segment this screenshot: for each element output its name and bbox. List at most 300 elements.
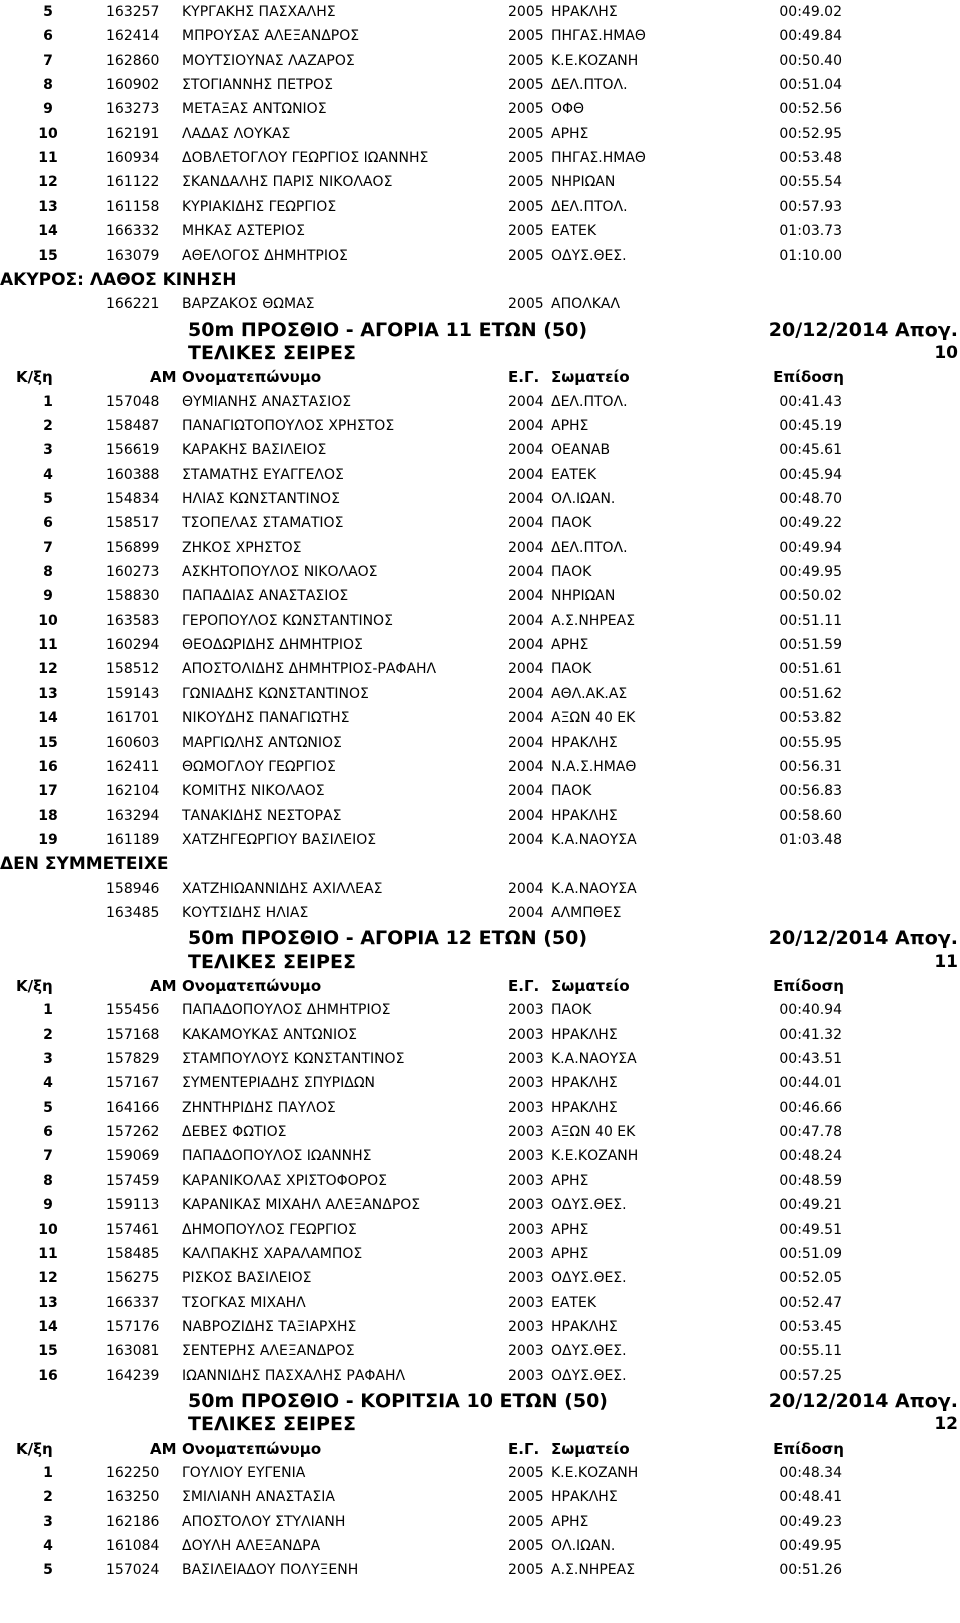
athlete-name-cell: ΣΤΑΜΑΤΗΣ ΕΥΑΓΓΕΛΟΣ: [182, 466, 344, 483]
time-cell: 00:57.25: [779, 1367, 842, 1384]
result-row: [0, 657, 960, 682]
club-cell: ΑΠΟΛΚΑΛ: [551, 296, 621, 313]
club-cell: ΕΑΤΕΚ: [551, 1294, 597, 1311]
rank-cell: 2: [43, 417, 53, 434]
registration-number-cell: 164239: [106, 1367, 160, 1384]
result-row: [0, 1461, 960, 1486]
athlete-name-cell: ΖΗΝΤΗΡΙΔΗΣ ΠΑΥΛΟΣ: [182, 1099, 336, 1116]
rank-cell: 15: [38, 734, 58, 751]
header-name: Ονοματεπώνυμο: [182, 368, 322, 387]
header-rank: Κ/ξη: [16, 1439, 53, 1458]
result-row: [0, 219, 960, 244]
registration-number-cell: 163250: [106, 1489, 160, 1506]
athlete-name-cell: ΣΤΑΜΠΟΥΛΟΥΣ ΚΩΝΣΤΑΝΤΙΝΟΣ: [182, 1051, 405, 1068]
birth-year-cell: 2004: [508, 661, 544, 678]
birth-year-cell: 2003: [508, 1221, 544, 1238]
rank-cell: 8: [43, 77, 53, 94]
club-cell: ΟΛ.ΙΩΑΝ.: [551, 1538, 616, 1555]
rank-cell: 19: [38, 831, 58, 848]
athlete-name-cell: ΜΟΥΤΣΙΟΥΝΑΣ ΛΑΖΑΡΟΣ: [182, 52, 355, 69]
athlete-name-cell: ΜΠΡΟΥΣΑΣ ΑΛΕΞΑΝΔΡΟΣ: [182, 28, 360, 45]
rank-cell: 13: [38, 685, 58, 702]
birth-year-cell: 2004: [508, 734, 544, 751]
club-cell: ΑΡΗΣ: [551, 125, 589, 142]
result-row: [0, 1510, 960, 1535]
time-cell: 00:57.93: [779, 198, 842, 215]
club-cell: ΟΔΥΣ.ΘΕΣ.: [551, 1197, 627, 1214]
time-cell: 00:49.95: [779, 1538, 842, 1555]
club-cell: ΗΡΑΚΛΗΣ: [551, 1318, 618, 1335]
registration-number-cell: 161122: [106, 174, 160, 191]
birth-year-cell: 2005: [508, 4, 544, 20]
birth-year-cell: 2003: [508, 1075, 544, 1092]
time-cell: 00:53.45: [779, 1318, 842, 1335]
result-row: [0, 682, 960, 707]
athlete-name-cell: ΒΑΡΖΑΚΟΣ ΘΩΜΑΣ: [182, 296, 315, 313]
column-header-row: [0, 1437, 960, 1461]
registration-number-cell: 157459: [106, 1172, 160, 1189]
header-time: Επίδοση: [773, 1439, 844, 1458]
athlete-name-cell: ΔΗΜΟΠΟΥΛΟΣ ΓΕΩΡΓΙΟΣ: [182, 1221, 357, 1238]
rank-cell: 3: [43, 1051, 53, 1068]
result-row: [0, 414, 960, 439]
registration-number-cell: 159113: [106, 1197, 160, 1214]
athlete-name-cell: ΡΙΣΚΟΣ ΒΑΣΙΛΕΙΟΣ: [182, 1270, 312, 1287]
rank-cell: 5: [43, 4, 53, 20]
status-row: [0, 901, 960, 926]
result-row: [0, 146, 960, 171]
event-number: 10: [934, 342, 958, 363]
athlete-name-cell: ΒΑΣΙΛΕΙΑΔΟΥ ΠΟΛΥΞΕΝΗ: [182, 1562, 359, 1579]
status-row: [0, 292, 960, 317]
registration-number-cell: 158512: [106, 661, 160, 678]
club-cell: Κ.Α.ΝΑΟΥΣΑ: [551, 880, 637, 897]
club-cell: ΗΡΑΚΛΗΣ: [551, 4, 618, 20]
time-cell: 00:45.19: [779, 417, 842, 434]
birth-year-cell: 2004: [508, 417, 544, 434]
result-row: [0, 1169, 960, 1194]
time-cell: 00:48.24: [779, 1148, 842, 1165]
club-cell: ΠΑΟΚ: [551, 515, 592, 532]
registration-number-cell: 162414: [106, 28, 160, 45]
rank-cell: 10: [38, 1221, 58, 1238]
result-row: [0, 1096, 960, 1121]
birth-year-cell: 2003: [508, 1124, 544, 1141]
registration-number-cell: 157167: [106, 1075, 160, 1092]
birth-year-cell: 2004: [508, 539, 544, 556]
time-cell: 00:45.61: [779, 442, 842, 459]
registration-number-cell: 162191: [106, 125, 160, 142]
rank-cell: 5: [43, 1562, 53, 1579]
registration-number-cell: 163583: [106, 612, 160, 629]
header-year: Ε.Γ.: [508, 977, 540, 995]
birth-year-cell: 2004: [508, 807, 544, 824]
header-club: Σωματείο: [551, 977, 630, 995]
time-cell: 00:49.84: [779, 28, 842, 45]
club-cell: ΗΡΑΚΛΗΣ: [551, 1075, 618, 1092]
time-cell: 00:44.01: [779, 1075, 842, 1092]
athlete-name-cell: ΤΑΝΑΚΙΔΗΣ ΝΕΣΤΟΡΑΣ: [182, 807, 342, 824]
time-cell: 00:52.05: [779, 1270, 842, 1287]
athlete-name-cell: ΣΥΜΕΝΤΕΡΙΑΔΗΣ ΣΠΥΡΙΔΩΝ: [182, 1075, 375, 1092]
registration-number-cell: 160388: [106, 466, 160, 483]
club-cell: ΟΕΑΝΑΒ: [551, 442, 611, 459]
time-cell: 00:52.56: [779, 101, 842, 118]
time-cell: 00:56.31: [779, 758, 842, 775]
event-date: 20/12/2014 Απογ.: [768, 927, 958, 950]
time-cell: 00:45.94: [779, 466, 842, 483]
registration-number-cell: 160934: [106, 150, 160, 167]
time-cell: 00:46.66: [779, 1099, 842, 1116]
birth-year-cell: 2004: [508, 685, 544, 702]
registration-number-cell: 160603: [106, 734, 160, 751]
club-cell: ΑΛΜΠΘΕΣ: [551, 904, 622, 921]
birth-year-cell: 2004: [508, 491, 544, 507]
rank-cell: 14: [38, 710, 58, 727]
time-cell: 00:50.02: [779, 588, 842, 605]
result-row: [0, 1047, 960, 1072]
result-row: [0, 24, 960, 49]
birth-year-cell: 2003: [508, 1026, 544, 1043]
rank-cell: 9: [43, 588, 53, 605]
result-row: [0, 560, 960, 585]
registration-number-cell: 157262: [106, 1124, 160, 1141]
birth-year-cell: 2004: [508, 880, 544, 897]
birth-year-cell: 2003: [508, 1270, 544, 1287]
athlete-name-cell: ΖΗΚΟΣ ΧΡΗΣΤΟΣ: [182, 539, 302, 556]
birth-year-cell: 2005: [508, 52, 544, 69]
registration-number-cell: 157176: [106, 1318, 160, 1335]
club-cell: ΠΑΟΚ: [551, 1002, 592, 1019]
athlete-name-cell: ΠΑΠΑΔΟΠΟΥΛΟΣ ΙΩΑΝΝΗΣ: [182, 1148, 372, 1165]
club-cell: Κ.Ε.ΚΟΖΑΝΗ: [551, 52, 639, 69]
club-cell: ΠΑΟΚ: [551, 783, 592, 800]
rank-cell: 1: [43, 1002, 53, 1019]
header-time: Επίδοση: [773, 977, 844, 995]
club-cell: ΔΕΛ.ΠΤΟΛ.: [551, 198, 628, 215]
result-row: [0, 1023, 960, 1048]
athlete-name-cell: ΚΥΡΓΑΚΗΣ ΠΑΣΧΑΛΗΣ: [182, 4, 336, 20]
club-cell: ΠΗΓΑΣ.ΗΜΑΘ: [551, 28, 646, 45]
club-cell: ΗΡΑΚΛΗΣ: [551, 1489, 618, 1506]
registration-number-cell: 161701: [106, 710, 160, 727]
rank-cell: 15: [38, 1343, 58, 1360]
registration-number-cell: 161189: [106, 831, 160, 848]
event-number: 11: [934, 951, 958, 972]
athlete-name-cell: ΛΑΔΑΣ ΛΟΥΚΑΣ: [182, 125, 291, 142]
rank-cell: 4: [43, 466, 53, 483]
athlete-name-cell: ΘΩΜΟΓΛΟΥ ΓΕΩΡΓΙΟΣ: [182, 758, 336, 775]
athlete-name-cell: ΔΟΥΛΗ ΑΛΕΞΑΝΔΡΑ: [182, 1538, 321, 1555]
birth-year-cell: 2003: [508, 1002, 544, 1019]
time-cell: 00:53.48: [779, 150, 842, 167]
registration-number-cell: 163294: [106, 807, 160, 824]
result-row: [0, 438, 960, 463]
rank-cell: 5: [43, 491, 53, 507]
registration-number-cell: 157024: [106, 1562, 160, 1579]
rank-cell: 16: [38, 758, 58, 775]
result-row: [0, 706, 960, 731]
birth-year-cell: 2005: [508, 296, 544, 313]
rank-cell: 4: [43, 1075, 53, 1092]
registration-number-cell: 154834: [106, 491, 160, 507]
result-row: [0, 0, 960, 25]
athlete-name-cell: ΣΕΝΤΕΡΗΣ ΑΛΕΞΑΝΔΡΟΣ: [182, 1343, 355, 1360]
event-title: 50m ΠΡΟΣΘΙΟ - ΑΓΟΡΙΑ 11 ΕΤΩΝ (50): [188, 318, 588, 341]
registration-number-cell: 159143: [106, 685, 160, 702]
birth-year-cell: 2004: [508, 758, 544, 775]
registration-number-cell: 163273: [106, 101, 160, 118]
athlete-name-cell: ΔΕΒΕΣ ΦΩΤΙΟΣ: [182, 1124, 287, 1141]
rank-cell: 3: [43, 1513, 53, 1530]
registration-number-cell: 163485: [106, 904, 160, 921]
birth-year-cell: 2005: [508, 1562, 544, 1579]
rank-cell: 2: [43, 1489, 53, 1506]
column-header-row: [0, 974, 960, 998]
birth-year-cell: 2004: [508, 831, 544, 848]
registration-number-cell: 162860: [106, 52, 160, 69]
athlete-name-cell: ΚΑΡΑΚΗΣ ΒΑΣΙΛΕΙΟΣ: [182, 442, 327, 459]
birth-year-cell: 2003: [508, 1099, 544, 1116]
birth-year-cell: 2004: [508, 393, 544, 410]
time-cell: 00:52.95: [779, 125, 842, 142]
rank-cell: 3: [43, 442, 53, 459]
athlete-name-cell: ΝΑΒΡΟΖΙΔΗΣ ΤΑΞΙΑΡΧΗΣ: [182, 1318, 357, 1335]
result-row: [0, 536, 960, 561]
time-cell: 00:48.70: [779, 491, 842, 507]
result-row: [0, 1485, 960, 1510]
time-cell: 00:55.54: [779, 174, 842, 191]
birth-year-cell: 2004: [508, 564, 544, 581]
registration-number-cell: 160273: [106, 564, 160, 581]
event-number: 12: [934, 1414, 958, 1435]
club-cell: ΑΡΗΣ: [551, 637, 589, 654]
event-subtitle: ΤΕΛΙΚΕΣ ΣΕΙΡΕΣ: [188, 1413, 356, 1436]
athlete-name-cell: ΗΛΙΑΣ ΚΩΝΣΤΑΝΤΙΝΟΣ: [182, 491, 340, 507]
athlete-name-cell: ΚΑΛΠΑΚΗΣ ΧΑΡΑΛΑΜΠΟΣ: [182, 1245, 363, 1262]
birth-year-cell: 2004: [508, 442, 544, 459]
rank-cell: 16: [38, 1367, 58, 1384]
registration-number-cell: 162104: [106, 783, 160, 800]
result-row: [0, 584, 960, 609]
time-cell: 00:49.22: [779, 515, 842, 532]
registration-number-cell: 157829: [106, 1051, 160, 1068]
time-cell: 00:51.61: [779, 661, 842, 678]
rank-cell: 10: [38, 612, 58, 629]
time-cell: 00:49.95: [779, 564, 842, 581]
event-date: 20/12/2014 Απογ.: [768, 1389, 958, 1412]
header-am: ΑΜ: [150, 368, 177, 387]
athlete-name-cell: ΚΟΥΤΣΙΔΗΣ ΗΛΙΑΣ: [182, 904, 309, 921]
athlete-name-cell: ΔΟΒΛΕΤΟΓΛΟΥ ΓΕΩΡΓΙΟΣ ΙΩΑΝΝΗΣ: [182, 150, 429, 167]
rank-cell: 7: [43, 539, 53, 556]
time-cell: 00:40.94: [779, 1002, 842, 1019]
club-cell: Α.Σ.ΝΗΡΕΑΣ: [551, 1562, 636, 1579]
registration-number-cell: 157048: [106, 393, 160, 410]
athlete-name-cell: ΝΙΚΟΥΔΗΣ ΠΑΝΑΓΙΩΤΗΣ: [182, 710, 350, 727]
birth-year-cell: 2004: [508, 710, 544, 727]
rank-cell: 12: [38, 661, 58, 678]
result-row: [0, 97, 960, 122]
birth-year-cell: 2003: [508, 1148, 544, 1165]
club-cell: ΟΔΥΣ.ΘΕΣ.: [551, 1270, 627, 1287]
club-cell: ΗΡΑΚΛΗΣ: [551, 734, 618, 751]
birth-year-cell: 2005: [508, 174, 544, 191]
rank-cell: 1: [43, 1465, 53, 1481]
time-cell: 00:48.41: [779, 1489, 842, 1506]
birth-year-cell: 2005: [508, 223, 544, 240]
rank-cell: 6: [43, 28, 53, 45]
rank-cell: 7: [43, 52, 53, 69]
status-heading: ΑΚΥΡΟΣ: ΛΑΘΟΣ ΚΙΝΗΣΗ: [0, 269, 237, 290]
time-cell: 00:56.83: [779, 783, 842, 800]
rank-cell: 14: [38, 1318, 58, 1335]
time-cell: 00:50.40: [779, 52, 842, 69]
registration-number-cell: 163257: [106, 4, 160, 20]
registration-number-cell: 166337: [106, 1294, 160, 1311]
rank-cell: 4: [43, 1538, 53, 1555]
registration-number-cell: 162186: [106, 1513, 160, 1530]
birth-year-cell: 2004: [508, 466, 544, 483]
registration-number-cell: 160902: [106, 77, 160, 94]
club-cell: Κ.Α.ΝΑΟΥΣΑ: [551, 831, 637, 848]
rank-cell: 12: [38, 174, 58, 191]
event-title: 50m ΠΡΟΣΘΙΟ - ΚΟΡΙΤΣΙΑ 10 ΕΤΩΝ (50): [188, 1389, 608, 1412]
header-name: Ονοματεπώνυμο: [182, 1439, 322, 1458]
time-cell: 00:48.34: [779, 1465, 842, 1481]
header-year: Ε.Γ.: [508, 368, 540, 387]
result-row: [0, 122, 960, 147]
time-cell: 00:51.11: [779, 612, 842, 629]
birth-year-cell: 2005: [508, 28, 544, 45]
club-cell: ΕΑΤΕΚ: [551, 466, 597, 483]
club-cell: Κ.Ε.ΚΟΖΑΝΗ: [551, 1465, 639, 1481]
registration-number-cell: 157168: [106, 1026, 160, 1043]
registration-number-cell: 156899: [106, 539, 160, 556]
athlete-name-cell: ΚΑΚΑΜΟΥΚΑΣ ΑΝΤΩΝΙΟΣ: [182, 1026, 357, 1043]
time-cell: 01:10.00: [779, 247, 842, 264]
birth-year-cell: 2004: [508, 612, 544, 629]
rank-cell: 11: [38, 1245, 58, 1262]
time-cell: 01:03.48: [779, 831, 842, 848]
result-row: [0, 998, 960, 1023]
result-row: [0, 1266, 960, 1291]
rank-cell: 6: [43, 515, 53, 532]
time-cell: 00:49.02: [779, 4, 842, 20]
athlete-name-cell: ΑΣΚΗΤΟΠΟΥΛΟΣ ΝΙΚΟΛΑΟΣ: [182, 564, 378, 581]
result-row: [0, 1315, 960, 1340]
header-club: Σωματείο: [551, 1439, 630, 1458]
club-cell: ΟΦΘ: [551, 101, 585, 118]
result-row: [0, 1339, 960, 1364]
rank-cell: 1: [43, 393, 53, 410]
result-row: [0, 244, 960, 269]
result-row: [0, 1558, 960, 1583]
header-year: Ε.Γ.: [508, 1439, 540, 1458]
rank-cell: 2: [43, 1026, 53, 1043]
result-row: [0, 463, 960, 488]
athlete-name-cell: ΣΤΟΓΙΑΝΝΗΣ ΠΕΤΡΟΣ: [182, 77, 333, 94]
result-row: [0, 828, 960, 853]
rank-cell: 11: [38, 150, 58, 167]
registration-number-cell: 158517: [106, 515, 160, 532]
rank-cell: 11: [38, 637, 58, 654]
birth-year-cell: 2005: [508, 101, 544, 118]
column-header-row: [0, 365, 960, 389]
result-row: [0, 1120, 960, 1145]
club-cell: ΠΗΓΑΣ.ΗΜΑΘ: [551, 150, 646, 167]
birth-year-cell: 2003: [508, 1197, 544, 1214]
birth-year-cell: 2005: [508, 1465, 544, 1481]
birth-year-cell: 2003: [508, 1343, 544, 1360]
time-cell: 00:49.51: [779, 1221, 842, 1238]
registration-number-cell: 158485: [106, 1245, 160, 1262]
birth-year-cell: 2003: [508, 1318, 544, 1335]
birth-year-cell: 2005: [508, 1513, 544, 1530]
registration-number-cell: 161084: [106, 1538, 160, 1555]
result-row: [0, 170, 960, 195]
time-cell: 00:51.04: [779, 77, 842, 94]
club-cell: ΟΔΥΣ.ΘΕΣ.: [551, 1343, 627, 1360]
header-rank: Κ/ξη: [16, 977, 53, 995]
club-cell: Κ.Ε.ΚΟΖΑΝΗ: [551, 1148, 639, 1165]
athlete-name-cell: ΘΥΜΙΑΝΗΣ ΑΝΑΣΤΑΣΙΟΣ: [182, 393, 352, 410]
birth-year-cell: 2003: [508, 1245, 544, 1262]
result-row: [0, 390, 960, 415]
time-cell: 00:53.82: [779, 710, 842, 727]
result-row: [0, 1144, 960, 1169]
registration-number-cell: 162250: [106, 1465, 160, 1481]
club-cell: ΑΘΛ.ΑΚ.ΑΣ: [551, 685, 628, 702]
athlete-name-cell: ΓΟΥΛΙΟΥ ΕΥΓΕΝΙΑ: [182, 1465, 306, 1481]
birth-year-cell: 2004: [508, 904, 544, 921]
birth-year-cell: 2005: [508, 77, 544, 94]
result-row: [0, 487, 960, 512]
registration-number-cell: 163079: [106, 247, 160, 264]
club-cell: ΝΗΡΙΩΑΝ: [551, 588, 616, 605]
rank-cell: 17: [38, 783, 58, 800]
club-cell: ΑΡΗΣ: [551, 1245, 589, 1262]
time-cell: 00:51.62: [779, 685, 842, 702]
registration-number-cell: 155456: [106, 1002, 160, 1019]
athlete-name-cell: ΧΑΤΖΗΙΩΑΝΝΙΔΗΣ ΑΧΙΛΛΕΑΣ: [182, 880, 383, 897]
rank-cell: 13: [38, 198, 58, 215]
club-cell: ΝΗΡΙΩΑΝ: [551, 174, 616, 191]
club-cell: ΑΡΗΣ: [551, 1513, 589, 1530]
result-row: [0, 779, 960, 804]
club-cell: Κ.Α.ΝΑΟΥΣΑ: [551, 1051, 637, 1068]
birth-year-cell: 2005: [508, 150, 544, 167]
rank-cell: 9: [43, 1197, 53, 1214]
header-am: ΑΜ: [150, 977, 177, 995]
athlete-name-cell: ΚΑΡΑΝΙΚΟΛΑΣ ΧΡΙΣΤΟΦΟΡΟΣ: [182, 1172, 387, 1189]
rank-cell: 18: [38, 807, 58, 824]
birth-year-cell: 2004: [508, 588, 544, 605]
club-cell: ΔΕΛ.ΠΤΟΛ.: [551, 539, 628, 556]
registration-number-cell: 156275: [106, 1270, 160, 1287]
header-time: Επίδοση: [773, 368, 844, 387]
result-row: [0, 73, 960, 98]
header-name: Ονοματεπώνυμο: [182, 977, 322, 995]
rank-cell: 13: [38, 1294, 58, 1311]
header-club: Σωματείο: [551, 368, 630, 387]
athlete-name-cell: ΣΜΙΛΙΑΝΗ ΑΝΑΣΤΑΣΙΑ: [182, 1489, 335, 1506]
result-row: [0, 755, 960, 780]
registration-number-cell: 164166: [106, 1099, 160, 1116]
rank-cell: 7: [43, 1148, 53, 1165]
birth-year-cell: 2003: [508, 1051, 544, 1068]
registration-number-cell: 162411: [106, 758, 160, 775]
